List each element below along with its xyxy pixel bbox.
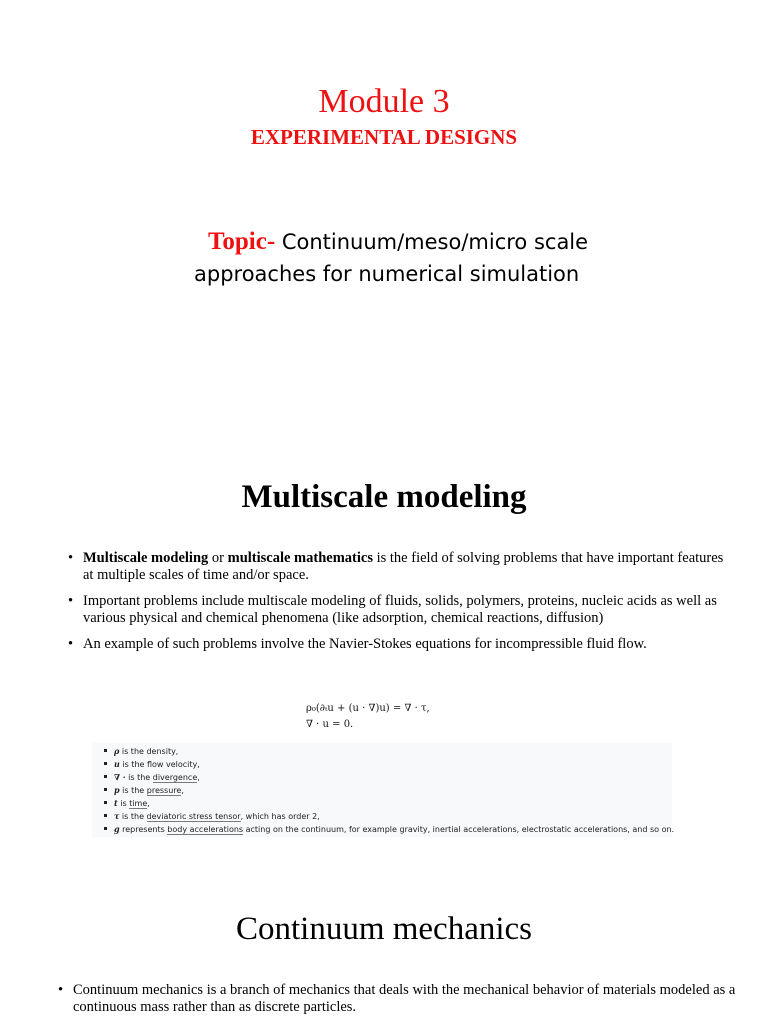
definition-text: is the bbox=[125, 773, 153, 782]
definition-item bbox=[104, 810, 684, 823]
definition-item bbox=[104, 784, 684, 797]
definition-text: acting on the continuum, for example gravity, inertial accelerations, electrostatic accelerations, and so on. bbox=[243, 825, 675, 834]
module-subtitle: EXPERIMENTAL DESIGNS bbox=[250, 125, 518, 149]
bullet-list bbox=[56, 982, 736, 1024]
definition-link[interactable]: body accelerations bbox=[167, 825, 244, 834]
topic-text bbox=[194, 226, 714, 290]
symbol: ∇ · bbox=[114, 772, 126, 782]
equation-line: ρ₀(∂ₜu + (u · ∇)u) = ∇ · τ, bbox=[306, 703, 430, 714]
bullet-text: Continuum mechanics is a branch of mechanics that deals with the mechanical behavior of materials modeled as a continuous mass rather than as discrete particles. bbox=[73, 982, 736, 1015]
symbol: g bbox=[114, 824, 120, 834]
definition-text: is the bbox=[119, 812, 147, 821]
continuum-slide bbox=[0, 885, 768, 1024]
square-bullet-icon bbox=[104, 801, 107, 804]
module-title: Module 3 bbox=[318, 83, 450, 120]
definition-text: is bbox=[117, 799, 130, 808]
symbol: p bbox=[114, 785, 120, 795]
list-item bbox=[56, 982, 736, 1016]
list-item bbox=[66, 550, 726, 584]
slide-title: Multiscale modeling bbox=[241, 479, 527, 515]
definition-text: , bbox=[197, 773, 200, 782]
bullet-text: An example of such problems involve the Navier-Stokes equations for incompressible fluid flow. bbox=[83, 636, 647, 652]
list-item bbox=[66, 636, 726, 653]
symbol: u bbox=[114, 759, 120, 769]
bullet-text: Important problems include multiscale modeling of fluids, solids, polymers, proteins, nucleic acids as well as various physical and chemical phenomena (like adsorption, chemical reactions, diffusion) bbox=[83, 593, 717, 626]
square-bullet-icon bbox=[104, 827, 107, 830]
equation-line: ∇ · u = 0. bbox=[306, 719, 354, 730]
bullet-text: or bbox=[208, 550, 228, 566]
square-bullet-icon bbox=[104, 775, 107, 778]
bold-term: multiscale mathematics bbox=[227, 550, 373, 566]
bold-term: Multiscale modeling bbox=[83, 550, 209, 566]
square-bullet-icon bbox=[104, 788, 107, 791]
definition-text: , bbox=[147, 799, 150, 808]
definition-text: represents bbox=[119, 825, 168, 834]
definition-item bbox=[104, 758, 684, 771]
definition-text: is the density, bbox=[119, 747, 179, 756]
symbol: t bbox=[114, 798, 118, 808]
square-bullet-icon bbox=[104, 762, 107, 765]
definition-link[interactable]: time bbox=[129, 799, 148, 808]
bullet-icon: • bbox=[68, 550, 74, 566]
square-bullet-icon bbox=[104, 814, 107, 817]
definition-text: is the flow velocity, bbox=[119, 760, 200, 769]
definitions-list bbox=[104, 745, 684, 836]
topic-label: Topic- bbox=[208, 228, 276, 255]
definition-link[interactable]: divergence bbox=[152, 773, 198, 782]
topic-line-2: approaches for numerical simulation bbox=[194, 262, 580, 286]
symbol: τ bbox=[114, 811, 120, 821]
definition-text: is the bbox=[119, 786, 147, 795]
topic-line-1: Continuum/meso/micro scale bbox=[275, 230, 589, 254]
symbol: ρ bbox=[114, 746, 120, 756]
list-item bbox=[66, 593, 726, 627]
definition-link[interactable]: pressure bbox=[146, 786, 182, 795]
slide-title: Continuum mechanics bbox=[235, 911, 533, 947]
navier-stokes-equation bbox=[306, 701, 430, 733]
definition-item bbox=[104, 823, 684, 836]
multiscale-slide bbox=[0, 455, 768, 875]
bullet-icon: • bbox=[68, 593, 74, 609]
square-bullet-icon bbox=[104, 749, 107, 752]
bullet-icon: • bbox=[68, 636, 74, 652]
definition-item bbox=[104, 797, 684, 810]
definition-item bbox=[104, 771, 684, 784]
bullet-text: is the field of solving problems that have important features at multiple scales of time and/or space. bbox=[83, 550, 724, 583]
definition-item bbox=[104, 745, 684, 758]
bullet-icon: • bbox=[58, 982, 64, 998]
definition-text: , bbox=[181, 786, 184, 795]
definition-link[interactable]: deviatoric stress tensor bbox=[146, 812, 241, 821]
title-slide bbox=[0, 0, 768, 440]
bullet-list bbox=[66, 550, 726, 662]
definition-text: , which has order 2, bbox=[240, 812, 320, 821]
